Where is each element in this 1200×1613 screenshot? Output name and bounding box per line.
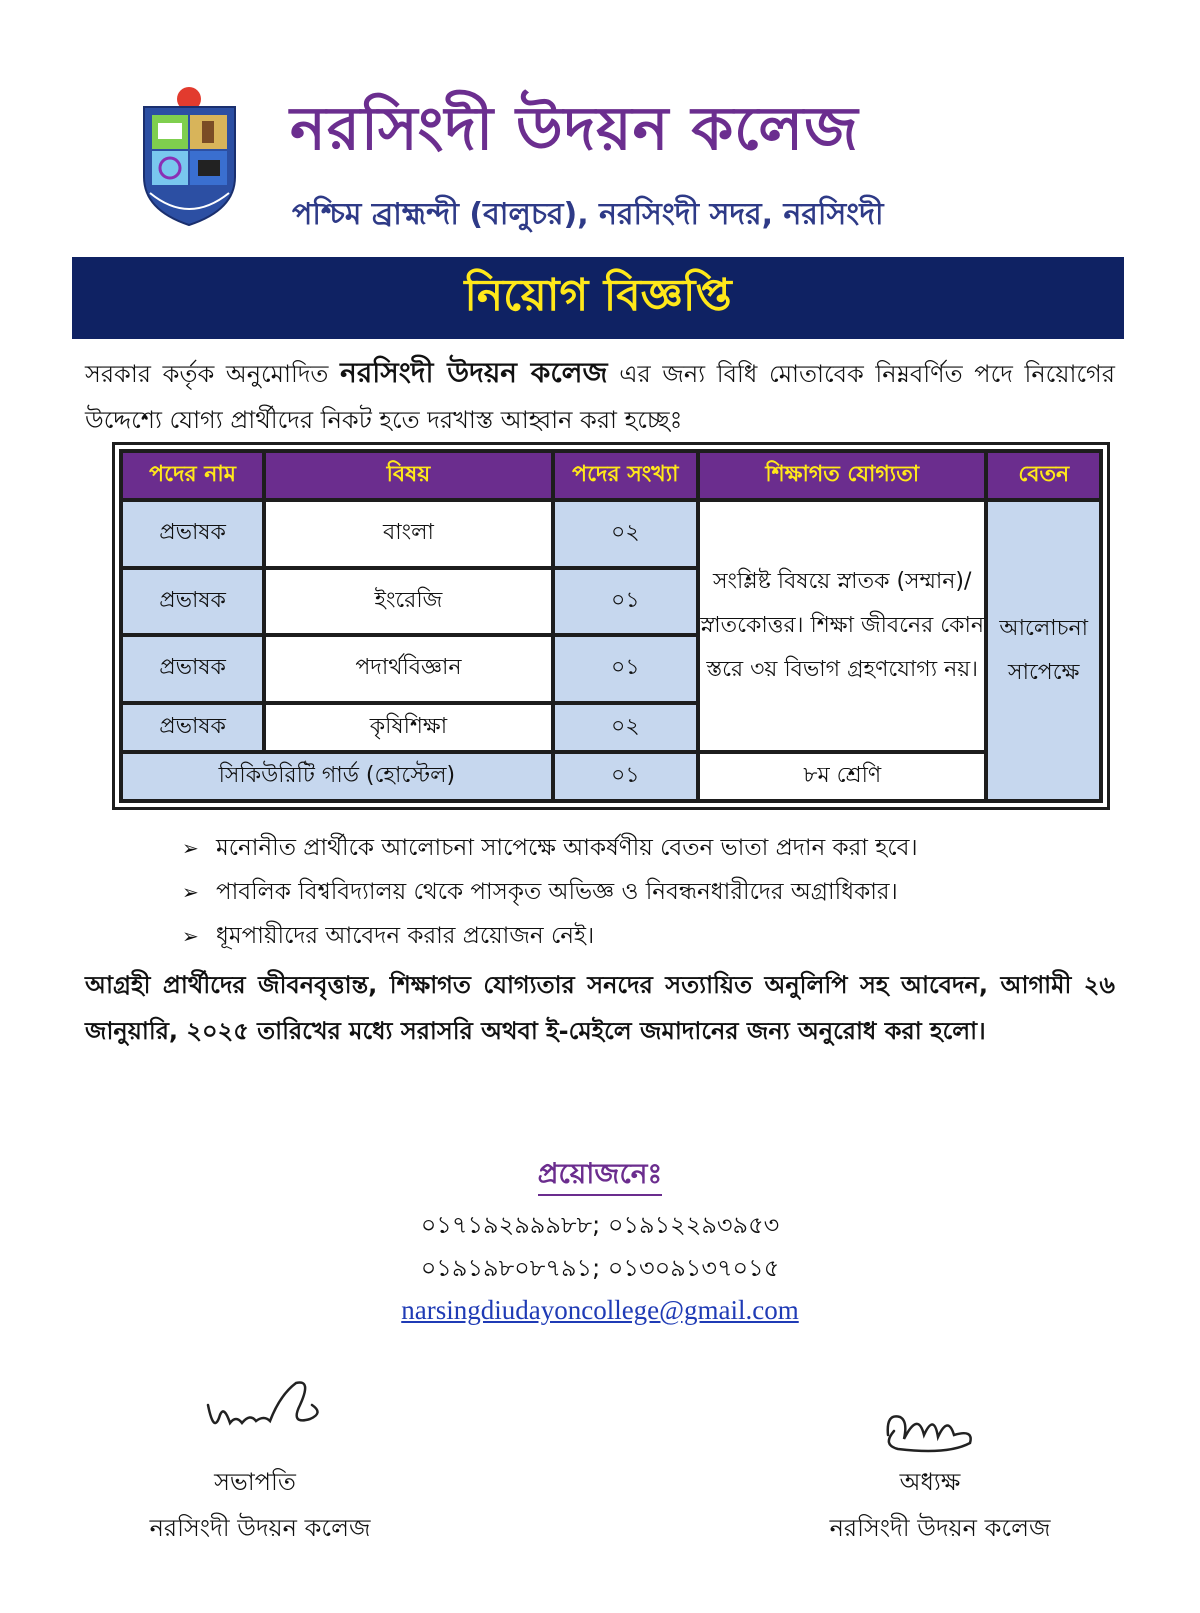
table-header-row	[123, 453, 1099, 498]
contact-heading	[0, 1152, 1200, 1196]
email-row	[0, 1290, 1200, 1330]
bullet-arrow-icon: ➢	[182, 836, 199, 860]
bullet-item	[182, 916, 1082, 956]
signature-icon	[878, 1405, 978, 1457]
principal-org: নরসিংদী উদয়ন কলেজ	[829, 1514, 1051, 1542]
cell-post: প্রভাষক	[123, 705, 262, 750]
bullet-text: মনোনীত প্রার্থীকে আলোচনা সাপেক্ষে আকর্ষণীয় বেতন ভাতা প্রদান করা হবে।	[216, 835, 918, 861]
cell-qualification: সংশ্লিষ্ট বিষয়ে স্নাতক (সম্মান)/ স্নাতকোত্তর। শিক্ষা জীবনের কোন স্তরে ৩য় বিভাগ গ্রহণযোগ্য নয়।	[700, 502, 985, 750]
intro-after: এর জন্য বিধি মোতাবেক নিম্নবর্ণিত পদে নিয়োগের উদ্দেশ্যে যোগ্য প্রার্থীদের নিকট হতে দরখাস্ত আহ্বান করা হচ্ছেঃ	[85, 360, 1115, 434]
cell-count: ০১	[555, 570, 696, 634]
job-table	[112, 442, 1110, 810]
header-subject: বিষয়	[266, 453, 551, 498]
college-address: পশ্চিম ব্রাহ্মন্দী (বালুচর), নরসিংদী সদর, নরসিংদী	[292, 197, 884, 232]
cell-count: ০২	[555, 502, 696, 566]
cell-guard-post: সিকিউরিটি গার্ড (হোস্টেল)	[123, 754, 551, 799]
signature-icon	[200, 1375, 330, 1445]
principal-signature	[878, 1405, 978, 1457]
bullet-text: ধূমপায়ীদের আবেদন করার প্রয়োজন নেই।	[216, 923, 595, 949]
college-logo	[132, 85, 247, 230]
chairman-signature	[200, 1375, 330, 1445]
header-count: পদের সংখ্যা	[555, 453, 696, 498]
table-row	[123, 502, 1099, 566]
college-name: নরসিংদী উদয়ন কলেজ	[290, 94, 859, 164]
header-salary: বেতন	[988, 453, 1099, 498]
cell-post: প্রভাষক	[123, 570, 262, 634]
bullet-arrow-icon: ➢	[182, 924, 199, 948]
cell-guard-qualification: ৮ম শ্রেণি	[700, 754, 985, 799]
cell-post: প্রভাষক	[123, 502, 262, 566]
cell-count: ০২	[555, 705, 696, 750]
notice-banner	[72, 257, 1124, 339]
header-qualification: শিক্ষাগত যোগ্যতা	[700, 453, 985, 498]
college-crest-icon	[132, 85, 247, 230]
bullet-arrow-icon: ➢	[182, 880, 199, 904]
email-link[interactable]: narsingdiudayoncollege@gmail.com	[401, 1295, 799, 1325]
intro-paragraph	[85, 350, 1115, 440]
intro-before: সরকার কর্তৃক অনুমোদিত	[85, 360, 329, 388]
cell-subject: পদার্থবিজ্ঞান	[266, 637, 551, 701]
cell-count: ০১	[555, 637, 696, 701]
bullet-item	[182, 872, 1082, 912]
cell-subject: ইংরেজি	[266, 570, 551, 634]
phone-numbers: ০১৭১৯২৯৯৯৮৮; ০১৯১২২৯৩৯৫৩	[420, 1211, 780, 1239]
chairman-title: সভাপতি	[214, 1468, 296, 1496]
cell-post: প্রভাষক	[123, 637, 262, 701]
cell-subject: কৃষিশিক্ষা	[266, 705, 551, 750]
principal-title: অধ্যক্ষ	[899, 1468, 961, 1496]
bullet-item	[182, 828, 1082, 868]
application-instructions: আগ্রহী প্রার্থীদের জীবনবৃত্তান্ত, শিক্ষাগত যোগ্যতার সনদের সত্যায়িত অনুলিপি সহ আবেদন, আগামী ২৬ জানুয়ারি, ২০২৫ তারিখের মধ্যে সরাসরি অথবা ই-মেইলে জমাদানের জন্য অনুরোধ করা হলো।	[85, 971, 1115, 1045]
cell-subject: বাংলা	[266, 502, 551, 566]
contact-heading-text: প্রয়োজনেঃ	[538, 1157, 663, 1196]
notice-title: নিয়োগ বিজ্ঞপ্তি	[464, 269, 732, 321]
intro-college: নরসিংদী উদয়ন কলেজ	[340, 356, 608, 389]
bullet-text: পাবলিক বিশ্ববিদ্যালয় থেকে পাসকৃত অভিজ্ঞ ও নিবন্ধনধারীদের অগ্রাধিকার।	[216, 879, 898, 905]
phone-numbers: ০১৯১৯৮০৮৭৯১; ০১৩০৯১৩৭০১৫	[420, 1254, 780, 1282]
header-post: পদের নাম	[123, 453, 262, 498]
cell-salary: আলোচনা সাপেক্ষে	[988, 502, 1099, 799]
cell-guard-count: ০১	[555, 754, 696, 799]
table-row	[123, 754, 1099, 799]
chairman-org: নরসিংদী উদয়ন কলেজ	[149, 1514, 371, 1542]
